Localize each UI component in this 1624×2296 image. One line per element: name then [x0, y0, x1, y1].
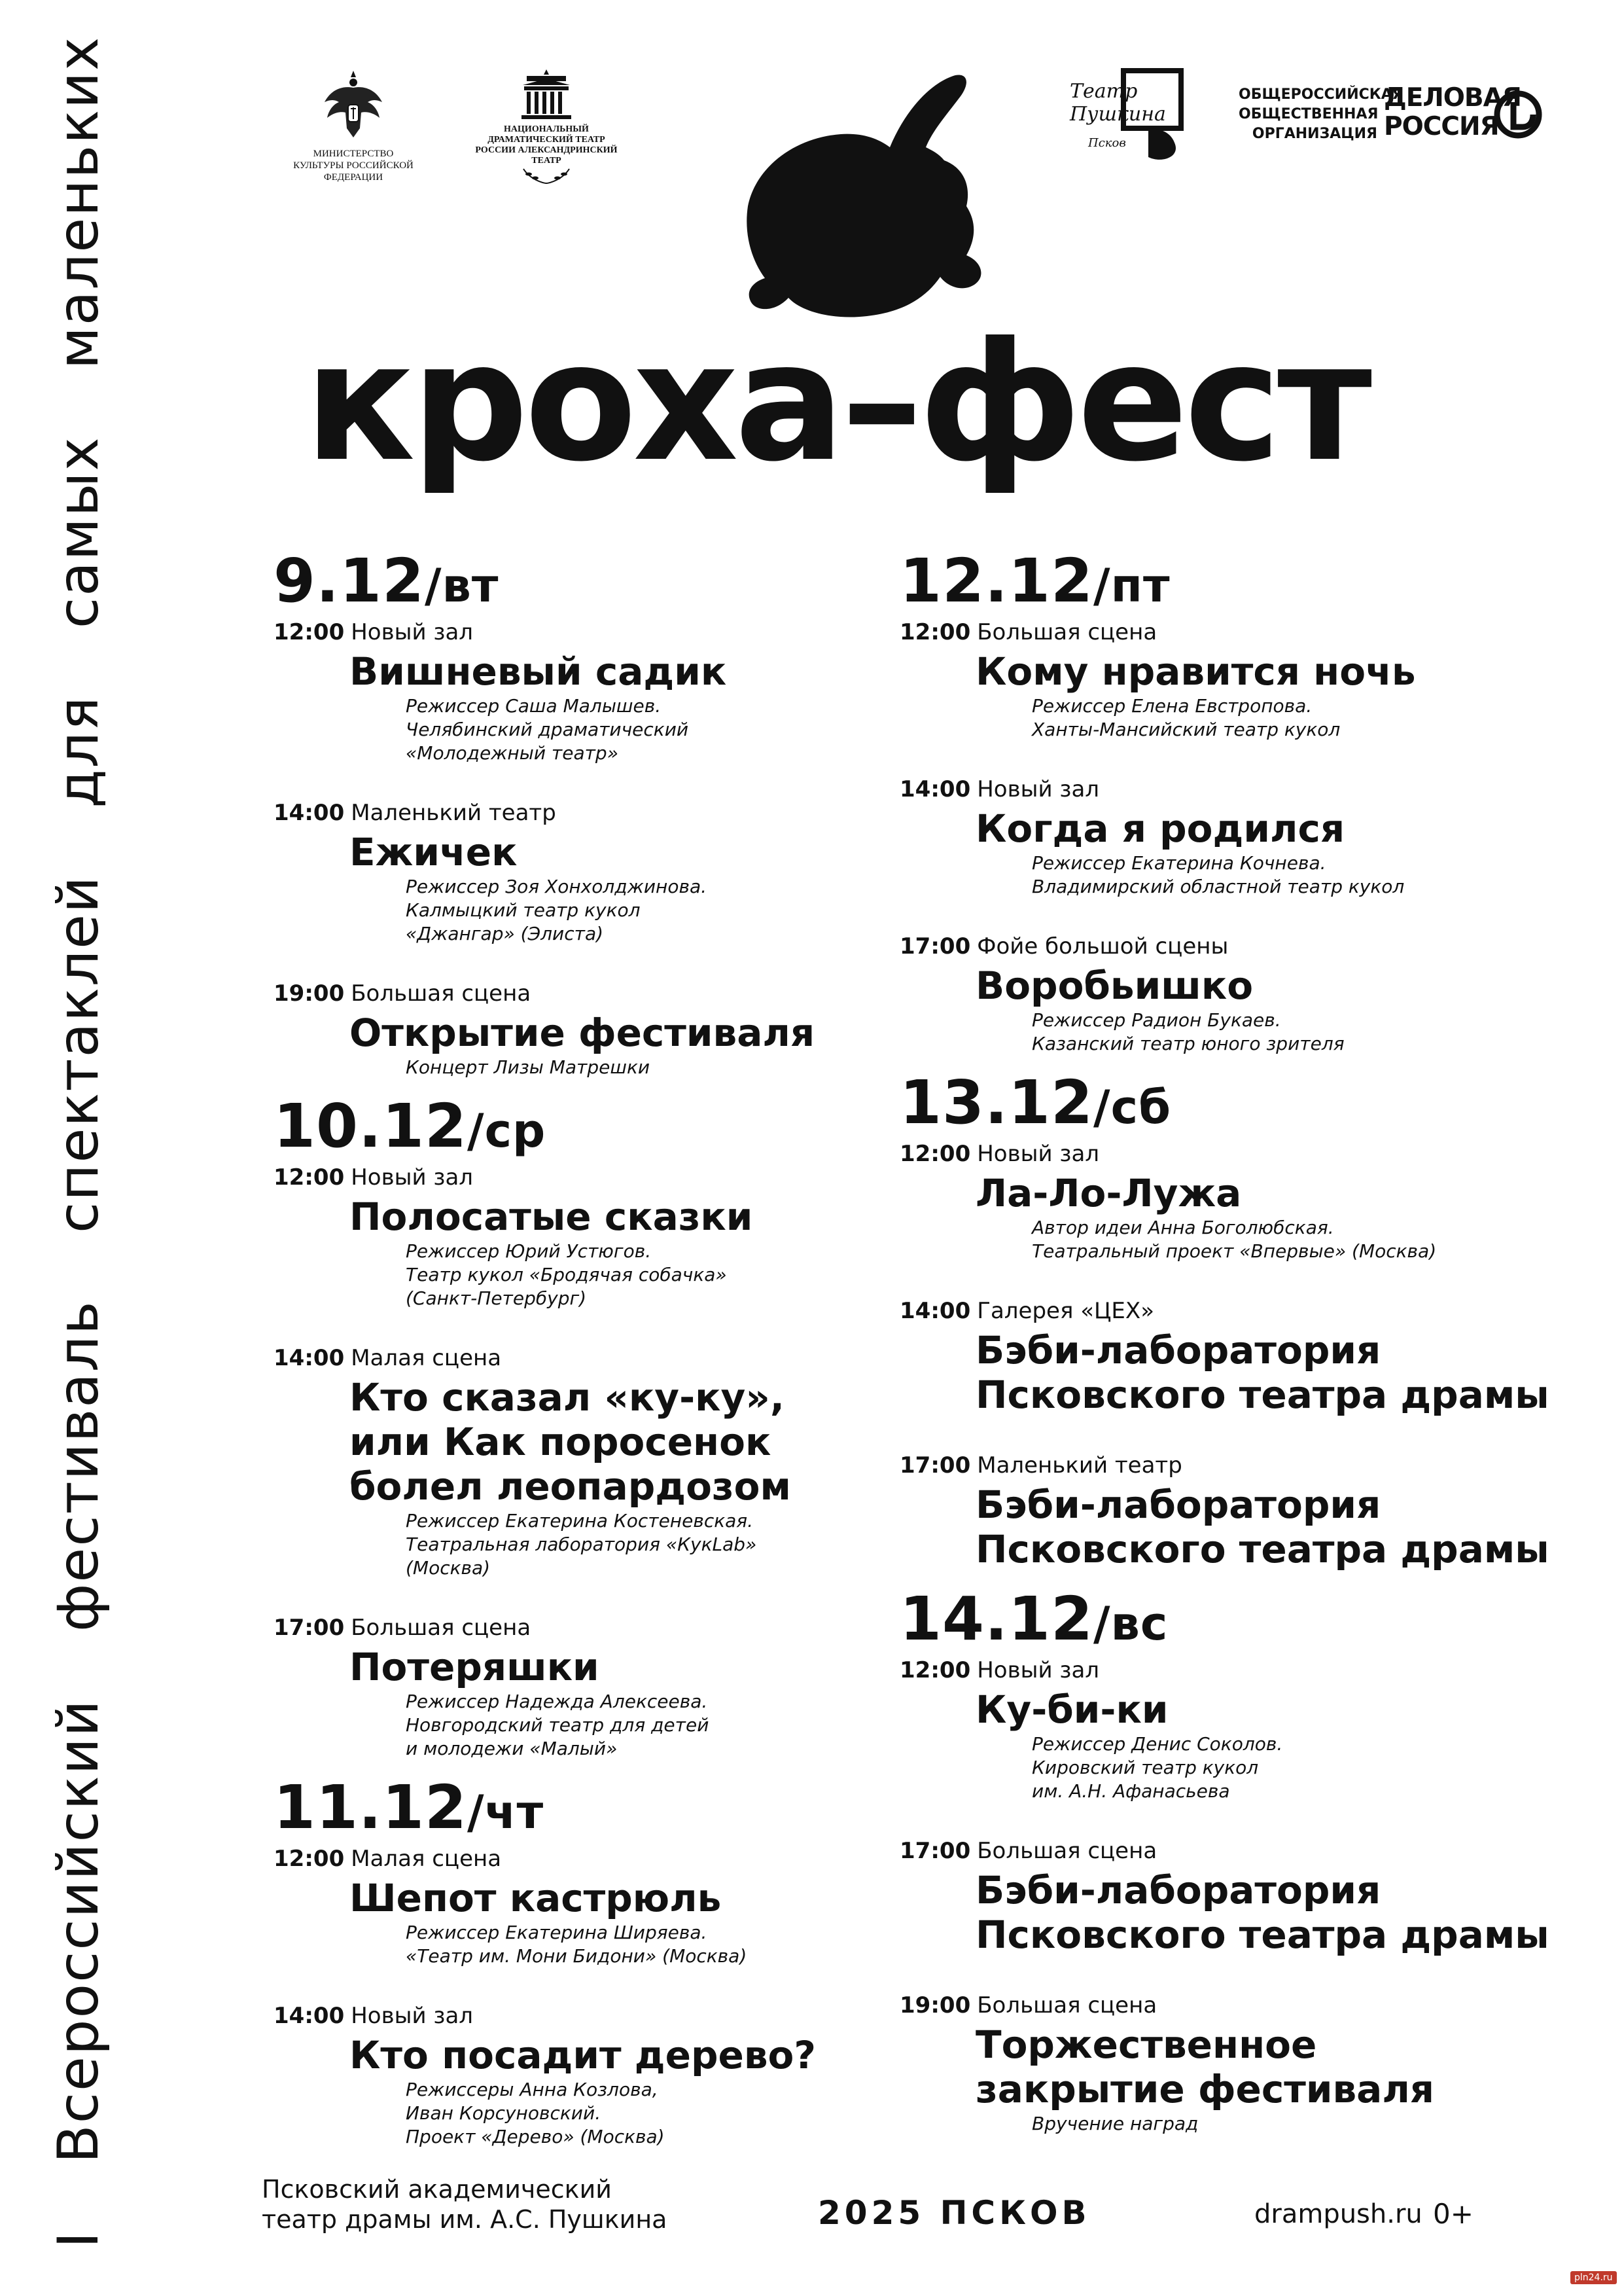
- event-title: Бэби-лаборатория: [976, 1328, 1381, 1372]
- day-block: [274, 1772, 862, 2149]
- day-weekday: чт: [484, 1785, 544, 1839]
- event-venue: Новый зал: [351, 619, 474, 645]
- footer-year-city: 2025 ПСКОВ: [818, 2194, 1091, 2232]
- event-detail: Калмыцкий театр кукол: [406, 899, 641, 921]
- event-item: [900, 1657, 1593, 1803]
- event-item: [900, 1452, 1593, 1572]
- event-title: закрытие фестиваля: [976, 2067, 1435, 2111]
- event-time: 17:00: [900, 933, 971, 960]
- theatre-building-icon: [514, 65, 579, 124]
- event-time: 12:00: [274, 1846, 345, 1872]
- side-title-word: спектаклей: [46, 875, 111, 1233]
- event-meta: [900, 619, 1593, 646]
- event-item: [274, 1614, 862, 1761]
- event-meta: [900, 1297, 1593, 1325]
- event-detail: «Театр им. Мони Бидони» (Москва): [406, 1945, 747, 1967]
- event-title: Псковского театра драмы: [976, 1912, 1549, 1957]
- ministry-logo: [291, 65, 415, 183]
- rabbit-silhouette-icon: [736, 69, 1024, 331]
- day-weekday: вс: [1110, 1597, 1169, 1651]
- event-venue: Новый зал: [977, 1657, 1100, 1683]
- day-block: [900, 1584, 1593, 2136]
- event-detail: Иван Корсуновский.: [406, 2102, 601, 2124]
- event-time: 17:00: [900, 1838, 971, 1864]
- day-weekday: сб: [1110, 1081, 1171, 1134]
- day-block: [274, 548, 862, 1079]
- event-title: Псковского театра драмы: [976, 1372, 1549, 1417]
- event-meta: [274, 1845, 862, 1873]
- ministry-caption: МИНИСТЕРСТВО КУЛЬТУРЫ РОССИЙСКОЙ ФЕДЕРАЦИИ: [293, 149, 414, 183]
- event-title: Кому нравится ночь: [976, 649, 1416, 694]
- event-detail: Владимирский областной театр кукол: [1032, 876, 1405, 897]
- date-separator: /: [467, 1785, 485, 1839]
- event-detail: Театральный проект «Впервые» (Москва): [1032, 1240, 1437, 1262]
- event-time: 12:00: [900, 619, 971, 645]
- event-title: Открытие фестиваля: [349, 1011, 815, 1055]
- event-venue: Большая сцена: [977, 1992, 1157, 2018]
- side-title-word: для: [46, 695, 111, 808]
- event-meta: [900, 1992, 1593, 2019]
- footer-theatre-line2: театр драмы им. А.С. Пушкина: [262, 2205, 667, 2234]
- event-detail: Режиссер Екатерина Кочнева.: [1032, 852, 1326, 874]
- day-date: 12.12: [900, 546, 1094, 616]
- festival-title: кроха–фест: [304, 307, 1369, 497]
- event-time: 17:00: [900, 1452, 971, 1479]
- day-heading: [900, 1584, 1593, 1657]
- event-time: 12:00: [900, 1141, 971, 1167]
- event-time: 14:00: [900, 776, 971, 802]
- event-title: Бэби-лаборатория: [976, 1482, 1381, 1527]
- date-separator: /: [1093, 1597, 1111, 1651]
- event-venue: Большая сцена: [351, 980, 531, 1007]
- day-heading: [274, 548, 862, 619]
- footer-theatre-line1: Псковский академический: [262, 2175, 612, 2204]
- event-title: Ла-Ло-Лужа: [976, 1171, 1242, 1215]
- event-title: Воробьишко: [976, 963, 1254, 1008]
- event-venue: Новый зал: [977, 776, 1100, 802]
- event-detail: и молодежи «Малый»: [406, 1738, 618, 1759]
- event-meta: [900, 1837, 1593, 1865]
- event-venue: Маленький театр: [351, 800, 556, 826]
- event-meta: [274, 2002, 862, 2030]
- event-title: Торжественное: [976, 2022, 1317, 2067]
- day-block: [274, 1091, 862, 1761]
- event-item: [274, 980, 862, 1079]
- event-item: [900, 619, 1593, 742]
- event-detail: (Москва): [406, 1557, 491, 1579]
- watermark: pln24.ru: [1570, 2271, 1617, 2284]
- event-detail: Режиссеры Анна Козлова,: [406, 2079, 658, 2100]
- event-detail: «Молодежный театр»: [406, 742, 618, 764]
- event-detail: Режиссер Зоя Хонхолджинова.: [406, 876, 707, 897]
- event-item: [274, 619, 862, 765]
- day-heading: [900, 548, 1593, 619]
- event-venue: Новый зал: [351, 2003, 474, 2029]
- event-time: 14:00: [274, 2003, 345, 2029]
- event-title: Бэби-лаборатория: [976, 1868, 1381, 1912]
- footer-site-link[interactable]: drampush.ru: [1254, 2199, 1422, 2229]
- event-detail: Казанский театр юного зрителя: [1032, 1033, 1345, 1054]
- event-meta: [274, 980, 862, 1007]
- side-title-word: фестиваль: [46, 1300, 111, 1632]
- side-title-word: I: [46, 2230, 111, 2248]
- event-meta: [900, 1140, 1593, 1168]
- date-separator: /: [467, 1104, 485, 1158]
- footer-theatre: [262, 2174, 667, 2234]
- event-title: Кто посадит дерево?: [349, 2033, 817, 2077]
- event-time: 19:00: [900, 1992, 971, 2018]
- day-date: 9.12: [274, 546, 425, 616]
- date-separator: /: [1093, 1081, 1111, 1134]
- alexandrinsky-caption: НАЦИОНАЛЬНЫЙ ДРАМАТИЧЕСКИЙ ТЕАТР РОССИИ АЛЕКСАНДРИНСКИЙ ТЕАТР: [475, 124, 618, 166]
- day-heading: [900, 1067, 1593, 1140]
- event-detail: Автор идеи Анна Боголюбская.: [1032, 1217, 1334, 1238]
- day-date: 13.12: [900, 1067, 1094, 1138]
- event-detail: «Джангар» (Элиста): [406, 923, 604, 944]
- date-separator: /: [1093, 559, 1111, 613]
- pushkin-city: Псков: [1088, 136, 1126, 150]
- event-venue: Большая сцена: [977, 619, 1157, 645]
- org-line: ОБЩЕРОССИЙСКАЯ ОБЩЕСТВЕННАЯ ОРГАНИЗАЦИЯ: [1239, 86, 1403, 142]
- event-detail: Новгородский театр для детей: [406, 1714, 709, 1736]
- pushkin-theatre-logo: [1070, 65, 1227, 164]
- day-weekday: вт: [442, 559, 499, 613]
- event-meta: [900, 776, 1593, 803]
- event-meta: [274, 619, 862, 646]
- event-title: Псковского театра драмы: [976, 1527, 1549, 1571]
- event-venue: Малая сцена: [351, 1345, 502, 1371]
- event-item: [274, 1845, 862, 1968]
- day-block: [900, 548, 1593, 1056]
- event-time: 19:00: [274, 980, 345, 1007]
- date-separator: /: [425, 559, 442, 613]
- event-venue: Новый зал: [351, 1164, 474, 1191]
- event-title: болел леопардозом: [349, 1464, 791, 1509]
- event-time: 12:00: [900, 1657, 971, 1683]
- event-venue: Большая сцена: [977, 1838, 1157, 1864]
- event-item: [900, 1297, 1593, 1418]
- event-meta: [274, 1344, 862, 1372]
- event-detail: (Санкт-Петербург): [406, 1287, 587, 1309]
- event-time: 12:00: [274, 1164, 345, 1191]
- event-detail: Режиссер Екатерина Костеневская.: [406, 1510, 754, 1532]
- event-detail: им. А.Н. Афанасьева: [1032, 1780, 1230, 1802]
- alexandrinsky-logo: [471, 65, 622, 185]
- event-time: 12:00: [274, 619, 345, 645]
- event-title: Ку-би-ки: [976, 1687, 1169, 1732]
- event-item: [900, 1837, 1593, 1958]
- age-rating-badge: 0+: [1433, 2198, 1474, 2230]
- event-item: [900, 1992, 1593, 2136]
- day-heading: [274, 1091, 862, 1164]
- event-detail: Театральная лаборатория «КукLab»: [406, 1534, 757, 1555]
- event-venue: Галерея «ЦЕХ»: [977, 1298, 1154, 1324]
- event-time: 17:00: [274, 1615, 345, 1641]
- event-time: 14:00: [274, 800, 345, 826]
- event-item: [274, 2002, 862, 2149]
- event-detail: Режиссер Елена Евстропова.: [1032, 695, 1313, 717]
- event-time: 14:00: [900, 1298, 971, 1324]
- event-meta: [900, 1657, 1593, 1684]
- event-item: [274, 1344, 862, 1580]
- event-venue: Фойе большой сцены: [977, 933, 1229, 960]
- event-title: Шепот кастрюль: [349, 1876, 722, 1920]
- event-detail: Режиссер Денис Соколов.: [1032, 1733, 1283, 1755]
- event-title: Полосатые сказки: [349, 1194, 753, 1239]
- event-item: [900, 1140, 1593, 1263]
- event-meta: [900, 933, 1593, 960]
- event-title: или Как поросенок: [349, 1420, 771, 1464]
- laurel-icon: [517, 166, 576, 185]
- event-title: Когда я родился: [976, 806, 1345, 851]
- pushkin-script: Театр Пушкина: [1070, 80, 1166, 126]
- event-item: [274, 799, 862, 946]
- event-detail: Режиссер Юрий Устюгов.: [406, 1240, 652, 1262]
- delovaya-rossiya-logo: [1239, 79, 1546, 151]
- event-title: Потеряшки: [349, 1645, 599, 1689]
- side-title-word: Всероссийский: [46, 1698, 111, 2164]
- event-title: Кто сказал «ку-ку»,: [349, 1375, 785, 1420]
- event-detail: Режиссер Саша Малышев.: [406, 695, 662, 717]
- event-item: [274, 1164, 862, 1310]
- event-venue: Малая сцена: [351, 1846, 502, 1872]
- event-detail: Театр кукол «Бродячая собачка»: [406, 1264, 727, 1285]
- day-heading: [274, 1772, 862, 1845]
- event-meta: [274, 1614, 862, 1641]
- event-venue: Большая сцена: [351, 1615, 531, 1641]
- day-date: 11.12: [274, 1772, 468, 1842]
- event-title: Вишневый садик: [349, 649, 727, 694]
- event-detail: Режиссер Радион Букаев.: [1032, 1009, 1281, 1031]
- event-meta: [900, 1452, 1593, 1479]
- event-detail: Концерт Лизы Матрешки: [406, 1056, 650, 1078]
- event-detail: Проект «Дерево» (Москва): [406, 2126, 665, 2147]
- event-item: [900, 776, 1593, 899]
- event-meta: [274, 1164, 862, 1191]
- event-detail: Кировский театр кукол: [1032, 1757, 1259, 1778]
- day-date: 14.12: [900, 1584, 1094, 1654]
- day-weekday: ср: [484, 1104, 546, 1158]
- side-title-word: маленьких: [46, 36, 111, 370]
- side-title: [46, 36, 111, 2248]
- day-block: [900, 1067, 1593, 1572]
- event-title: Ежичек: [349, 830, 518, 874]
- event-venue: Маленький театр: [977, 1452, 1182, 1479]
- day-date: 10.12: [274, 1091, 468, 1161]
- dr-mark-icon: [1494, 90, 1542, 139]
- side-title-word: самых: [46, 436, 111, 629]
- event-detail: Режиссер Екатерина Ширяева.: [406, 1922, 707, 1943]
- schedule-right-column: [900, 548, 1593, 2150]
- event-venue: Новый зал: [977, 1141, 1100, 1167]
- double-eagle-emblem-icon: [321, 65, 386, 144]
- event-detail: Челябинский драматический: [406, 719, 689, 740]
- event-meta: [274, 799, 862, 827]
- event-time: 14:00: [274, 1345, 345, 1371]
- event-detail: Ханты-Мансийский театр кукол: [1032, 719, 1341, 740]
- org-name: ДЕЛОВАЯ РОССИЯ: [1384, 83, 1521, 141]
- schedule-left-column: [274, 548, 862, 2163]
- event-detail: Режиссер Надежда Алексеева.: [406, 1691, 708, 1712]
- day-weekday: пт: [1110, 559, 1171, 613]
- event-detail: Вручение наград: [1032, 2113, 1199, 2134]
- event-item: [900, 933, 1593, 1056]
